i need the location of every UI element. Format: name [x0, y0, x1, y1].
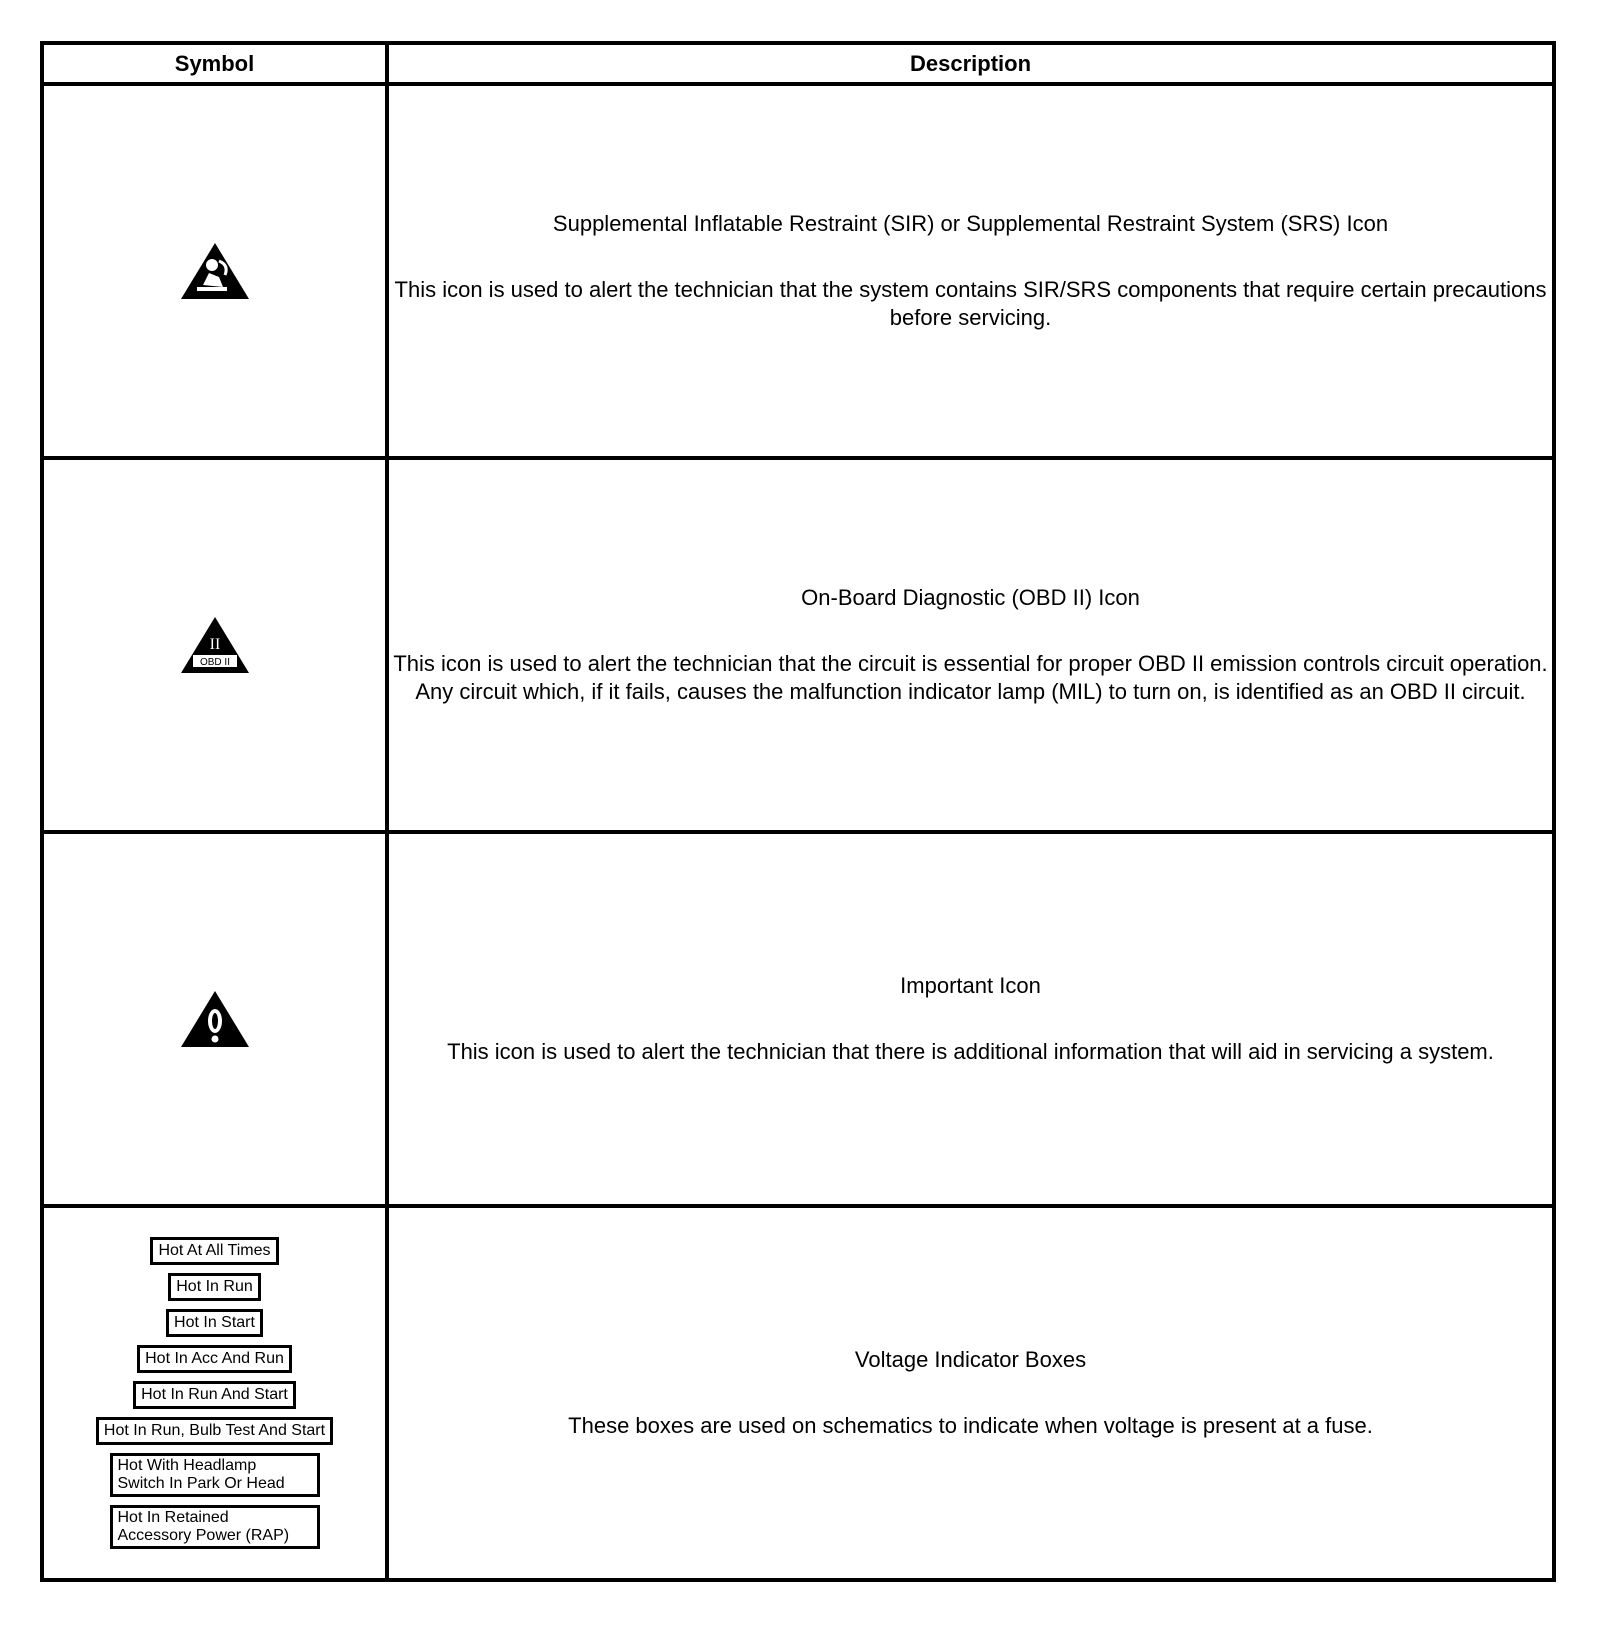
voltage-box-line: Hot In Retained [117, 1509, 229, 1526]
symbol-cell-important [42, 832, 387, 1206]
description-cell-obd [387, 458, 1554, 832]
table-row-important [42, 832, 1554, 1206]
description-text: These boxes are used on schematics to indicate when voltage is present at a fuse. [568, 1413, 1373, 1438]
description-title: Voltage Indicator Boxes [854, 1347, 1087, 1372]
voltage-indicator-boxes [44, 1237, 385, 1549]
voltage-box-line: Accessory Power (RAP) [117, 1527, 290, 1544]
table-row-obd [42, 458, 1554, 832]
description-title: Important Icon [900, 973, 1041, 998]
description-cell-important [387, 832, 1554, 1206]
voltage-box: Hot In Run, Bulb Test And Start [96, 1417, 333, 1445]
voltage-box-rap [110, 1505, 320, 1549]
voltage-box-headlamp [110, 1453, 320, 1497]
description-text: This icon is used to alert the technician that the system contains SIR/SRS components that require certain precautions before servicing. [394, 277, 1547, 330]
description-text: This icon is used to alert the technician that there is additional information that will aid in servicing a system. [447, 1039, 1494, 1064]
table-row-voltage [42, 1206, 1554, 1580]
voltage-box: Hot In Start [166, 1309, 263, 1337]
important-warning-icon [44, 989, 385, 1049]
table-header-row [42, 43, 1554, 84]
obd-icon-label-bottom: OBD II [199, 657, 230, 668]
symbol-cell-voltage [42, 1206, 387, 1580]
description-text: This icon is used to alert the technician that the circuit is essential for proper OBD II emission controls circuit operation. Any circuit which, if it fails, causes the malfunction indicator lamp (MIL) to turn on, is identified as an OBD II circuit. [393, 651, 1548, 704]
voltage-box: Hot At All Times [150, 1237, 278, 1265]
obd-ii-warning-icon [44, 615, 385, 675]
voltage-box: Hot In Run And Start [133, 1381, 296, 1409]
description-cell-voltage [387, 1206, 1554, 1580]
symbol-cell-obd [42, 458, 387, 832]
voltage-box: Hot In Run [168, 1273, 260, 1301]
description-cell-sir [387, 84, 1554, 458]
symbol-cell-sir [42, 84, 387, 458]
description-title: Supplemental Inflatable Restraint (SIR) or Supplemental Restraint System (SRS) Icon [552, 211, 1389, 236]
obd-icon-label-top: II [209, 636, 220, 653]
sir-airbag-warning-icon [44, 241, 385, 301]
voltage-box-line: Switch In Park Or Head [117, 1475, 285, 1492]
description-title: On-Board Diagnostic (OBD II) Icon [801, 585, 1140, 610]
header-description: Description [387, 43, 1554, 84]
voltage-box-line: Hot With Headlamp [117, 1457, 257, 1474]
header-symbol: Symbol [42, 43, 387, 84]
table-row-sir [42, 84, 1554, 458]
symbol-table [40, 41, 1556, 1582]
voltage-box: Hot In Acc And Run [137, 1345, 292, 1373]
